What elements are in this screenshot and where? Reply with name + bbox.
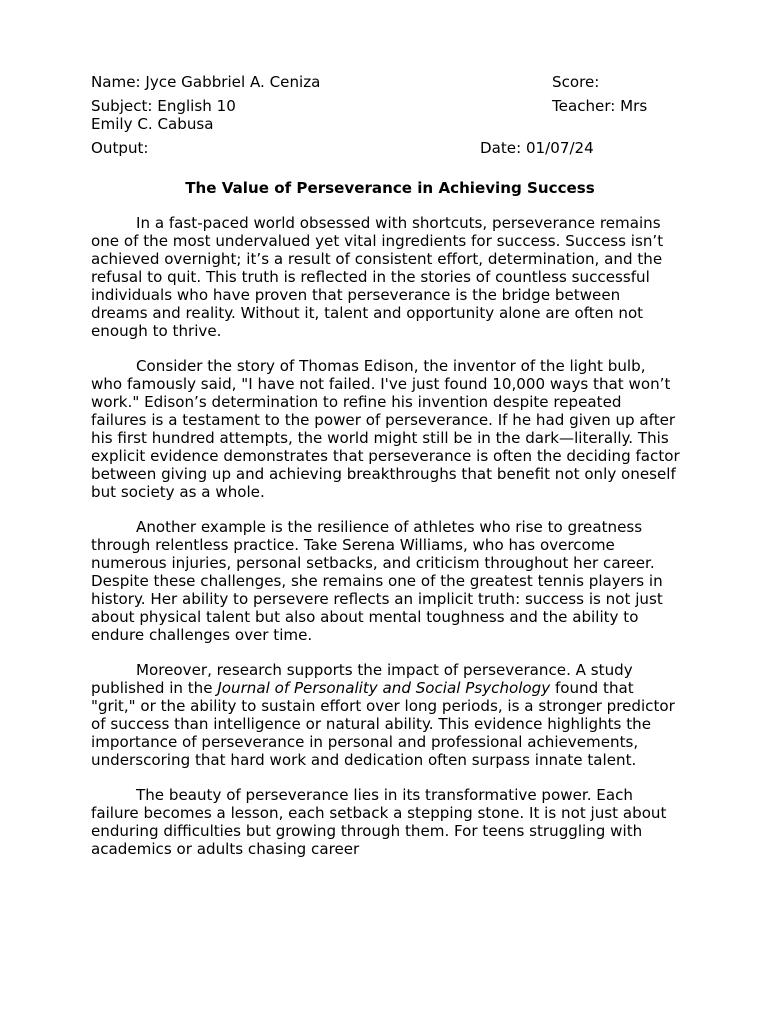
- paragraph-5: The beauty of perseverance lies in its transformative power. Each failure becomes a lesson, each setback a stepping stone. It is not just about enduring difficulties but growing through them. For teens struggling with academics or adults chasing career: [91, 786, 667, 858]
- document-page: [91, 70, 681, 858]
- header-row-subject: [91, 97, 681, 115]
- journal-title: Journal of Personality and Social Psychology: [217, 679, 551, 697]
- teacher-name-continued: Emily C. Cabusa: [91, 115, 214, 133]
- date-label: Date: 01/07/24: [480, 139, 594, 157]
- paragraph-3: Another example is the resilience of athletes who rise to greatness through relentless practice. Take Serena Williams, who has overcome numerous injuries, personal setbacks, and criticism throughout her career. Despite these challenges, she remains one of the greatest tennis players in history. Her ability to persevere reflects an implicit truth: success is not just about physical talent but also about mental toughness and the ability to endure challenges over time.: [91, 518, 663, 644]
- paragraph-4-part-b: found that "grit," or the ability to sustain effort over long periods, is a stronger predictor of success than intelligence or natural ability. This evidence highlights the importance of perseverance in personal and professional achievements, underscoring that hard work and dedication often surpass innate talent.: [91, 679, 675, 769]
- essay-title: The Value of Perseverance in Achieving Success: [185, 179, 595, 197]
- subject-label: Subject: English 10: [91, 97, 236, 115]
- paragraph-1: In a fast-paced world obsessed with shortcuts, perseverance remains one of the most undervalued yet vital ingredients for success. Success isn’t achieved overnight; it’s a result of consistent effort, determination, and the refusal to quit. This truth is reflected in the stories of countless successful individuals who have proven that perseverance is the bridge between dreams and reality. Without it, talent and opportunity alone are often not enough to thrive.: [91, 214, 664, 340]
- paragraph-4: [91, 661, 681, 769]
- paragraph-4-part-a: Moreover, research supports the impact of perseverance. A study published in the: [91, 661, 633, 697]
- output-label: Output:: [91, 139, 149, 157]
- score-label: Score:: [552, 73, 600, 91]
- header-row-output: [91, 139, 681, 157]
- paragraph-2: Consider the story of Thomas Edison, the inventor of the light bulb, who famously said, "I have not failed. I've just found 10,000 ways that won’t work." Edison’s determination to refine his invention despite repeated failures is a testament to the power of perseverance. If he had given up after his first hundred attempts, the world might still be in the dark—literally. This explicit evidence demonstrates that perseverance is often the deciding factor between giving up and achieving breakthroughs that benefit not only oneself but society as a whole.: [91, 357, 680, 501]
- student-name: Name: Jyce Gabbriel A. Ceniza: [91, 73, 321, 91]
- header-row-teacher-cont: [91, 115, 681, 133]
- header-row-name: [91, 73, 681, 91]
- teacher-label: Teacher: Mrs: [552, 97, 648, 115]
